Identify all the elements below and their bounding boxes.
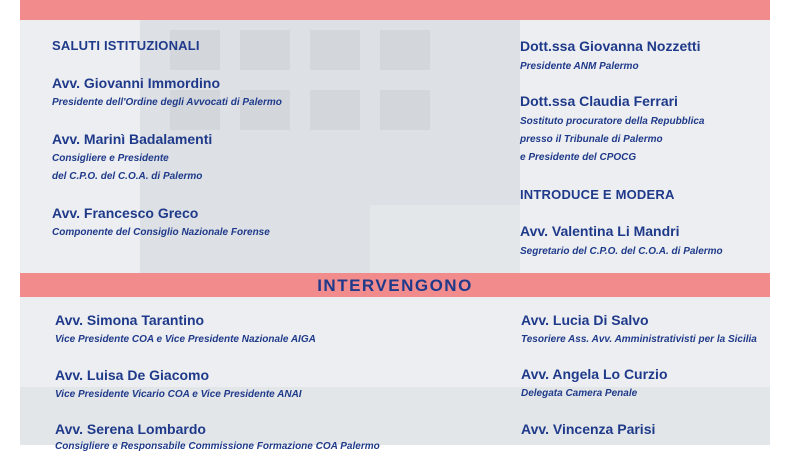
speaker-name: Avv. Angela Lo Curzio — [521, 366, 668, 382]
speaker-role: Sostituto procuratore della Repubblica — [520, 116, 705, 127]
speaker-role: Consigliere e Presidente — [52, 153, 169, 164]
speaker-name: Avv. Luisa De Giacomo — [55, 367, 210, 383]
speaker-name: Avv. Giovanni Immordino — [52, 75, 221, 91]
section-heading-saluti: SALUTI ISTITUZIONALI — [52, 38, 200, 53]
speaker-role: Consigliere e Responsabile Commissione Formazione COA Palermo — [55, 441, 380, 452]
speaker-name: Dott.ssa Giovanna Nozzetti — [520, 38, 701, 54]
speaker-name: Avv. Vincenza Parisi — [521, 421, 656, 437]
building-window — [310, 90, 360, 130]
speaker-role: Tesoriere Ass. Avv. Amministrativisti per la Sicilia — [521, 334, 757, 345]
speaker-role: Presidente ANM Palermo — [520, 61, 639, 72]
building-window — [170, 90, 220, 130]
speaker-role: Vice Presidente Vicario COA e Vice Presidente ANAI — [55, 389, 302, 400]
speaker-role: Vice Presidente COA e Vice Presidente Nazionale AIGA — [55, 334, 316, 345]
building-window — [310, 30, 360, 70]
speaker-role: Componente del Consiglio Nazionale Forense — [52, 227, 270, 238]
speaker-role: del C.P.O. del C.O.A. di Palermo — [52, 171, 203, 182]
building-entrance — [370, 205, 520, 273]
building-window — [240, 90, 290, 130]
speaker-role: presso il Tribunale di Palermo — [520, 134, 663, 145]
moderator-role: Segretario del C.P.O. del C.O.A. di Palermo — [520, 246, 723, 257]
building-window — [380, 30, 430, 70]
building-window — [380, 90, 430, 130]
section-title: INTERVENGONO — [317, 276, 473, 295]
building-window — [240, 30, 290, 70]
speaker-role: e Presidente del CPOCG — [520, 152, 637, 163]
speaker-name: Avv. Serena Lombardo — [55, 421, 206, 437]
speaker-role: Delegata Camera Penale — [521, 388, 638, 399]
speaker-name: Avv. Marinì Badalamenti — [52, 131, 213, 147]
speaker-name: Avv. Lucia Di Salvo — [521, 312, 649, 328]
speaker-role: Presidente dell'Ordine degli Avvocati di Palermo — [52, 97, 282, 108]
speaker-name: Dott.ssa Claudia Ferrari — [520, 93, 678, 109]
speaker-name: Avv. Francesco Greco — [52, 205, 199, 221]
top-accent-bar — [20, 0, 770, 20]
section-band — [20, 273, 770, 297]
section-heading-modera: INTRODUCE E MODERA — [520, 187, 675, 202]
moderator-name: Avv. Valentina Li Mandri — [520, 223, 680, 239]
speaker-name: Avv. Simona Tarantino — [55, 312, 205, 328]
